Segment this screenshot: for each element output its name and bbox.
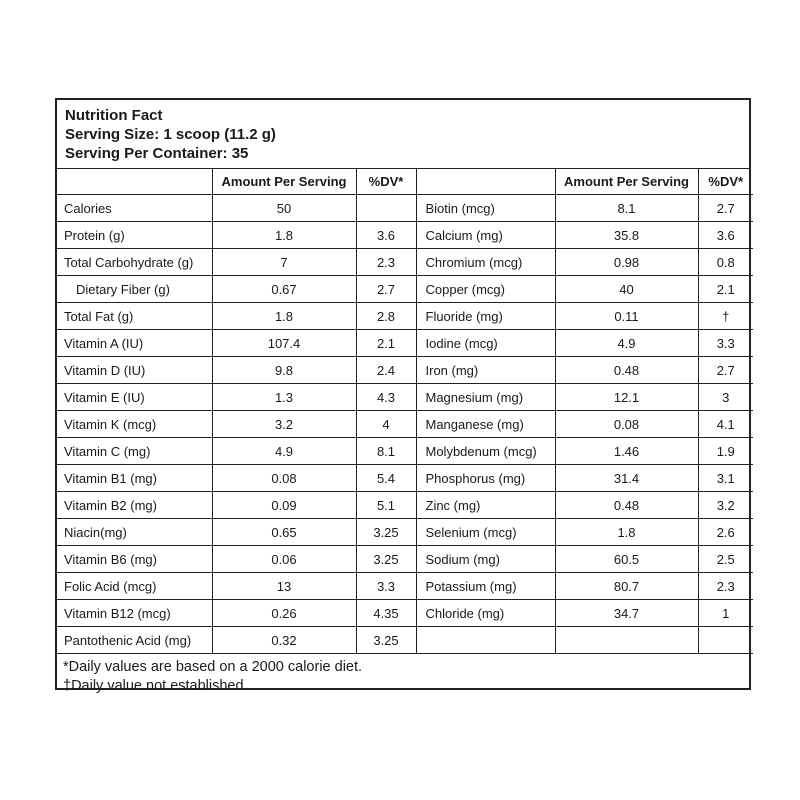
nutrient-amount: 0.08	[212, 465, 356, 492]
table-row	[57, 384, 753, 411]
nutrient-name: Chromium (mcg)	[416, 249, 555, 276]
nutrient-name: Vitamin A (IU)	[57, 330, 212, 357]
nutrient-amount: 7	[212, 249, 356, 276]
nutrient-amount: 12.1	[555, 384, 698, 411]
nutrient-dv: 2.4	[356, 357, 416, 384]
nutrient-name: Potassium (mg)	[416, 573, 555, 600]
nutrient-name: Calcium (mg)	[416, 222, 555, 249]
label-header	[57, 100, 749, 169]
nutrient-dv: 2.6	[698, 519, 753, 546]
nutrient-amount: 80.7	[555, 573, 698, 600]
serving-size: Serving Size: 1 scoop (11.2 g)	[65, 126, 276, 143]
table-row	[57, 249, 753, 276]
nutrient-dv: 4.35	[356, 600, 416, 627]
nutrient-name: Molybdenum (mcg)	[416, 438, 555, 465]
table-row	[57, 411, 753, 438]
table-row	[57, 195, 753, 222]
nutrient-name: Magnesium (mg)	[416, 384, 555, 411]
nutrient-dv: 3.6	[698, 222, 753, 249]
nutrient-name: Biotin (mcg)	[416, 195, 555, 222]
nutrient-amount: 60.5	[555, 546, 698, 573]
nutrient-amount: 0.32	[212, 627, 356, 654]
nutrient-dv: 3.1	[698, 465, 753, 492]
nutrient-name: Zinc (mg)	[416, 492, 555, 519]
nutrient-name: Copper (mcg)	[416, 276, 555, 303]
label-footer	[57, 654, 749, 696]
nutrient-dv: †	[698, 303, 753, 330]
nutrient-dv: 3.2	[698, 492, 753, 519]
nutrient-name: Vitamin B6 (mg)	[57, 546, 212, 573]
column-header-dv-right: %DV*	[698, 169, 753, 195]
nutrient-name: Folic Acid (mcg)	[57, 573, 212, 600]
nutrient-amount: 4.9	[212, 438, 356, 465]
table-row	[57, 519, 753, 546]
nutrient-dv: 2.1	[698, 276, 753, 303]
nutrient-amount: 40	[555, 276, 698, 303]
nutrient-name: Vitamin E (IU)	[57, 384, 212, 411]
table-row	[57, 222, 753, 249]
table-row	[57, 357, 753, 384]
nutrient-dv	[698, 627, 753, 654]
table-row	[57, 573, 753, 600]
nutrient-name: Vitamin D (IU)	[57, 357, 212, 384]
nutrient-amount: 13	[212, 573, 356, 600]
nutrient-table	[57, 169, 753, 654]
nutrient-amount: 0.67	[212, 276, 356, 303]
nutrient-name: Chloride (mg)	[416, 600, 555, 627]
nutrient-dv: 4.3	[356, 384, 416, 411]
nutrient-dv: 3.25	[356, 546, 416, 573]
nutrient-dv: 3.6	[356, 222, 416, 249]
nutrient-amount: 0.48	[555, 357, 698, 384]
nutrient-dv: 2.3	[698, 573, 753, 600]
nutrient-amount: 1.8	[555, 519, 698, 546]
nutrient-amount: 50	[212, 195, 356, 222]
nutrient-name: Niacin(mg)	[57, 519, 212, 546]
nutrient-amount: 3.2	[212, 411, 356, 438]
nutrient-dv: 2.1	[356, 330, 416, 357]
nutrient-amount: 1.8	[212, 303, 356, 330]
nutrient-name: Iodine (mcg)	[416, 330, 555, 357]
nutrient-amount: 0.26	[212, 600, 356, 627]
nutrient-dv: 8.1	[356, 438, 416, 465]
nutrient-dv	[356, 195, 416, 222]
table-row	[57, 465, 753, 492]
label-title: Nutrition Fact	[65, 107, 163, 124]
nutrient-amount: 31.4	[555, 465, 698, 492]
nutrient-amount: 8.1	[555, 195, 698, 222]
nutrient-amount	[555, 627, 698, 654]
nutrient-dv: 2.8	[356, 303, 416, 330]
nutrient-amount: 0.09	[212, 492, 356, 519]
nutrient-dv: 2.5	[698, 546, 753, 573]
nutrient-dv: 2.7	[698, 195, 753, 222]
nutrient-dv: 2.7	[356, 276, 416, 303]
nutrient-dv: 3.25	[356, 627, 416, 654]
nutrient-rows	[57, 195, 753, 654]
nutrient-amount: 107.4	[212, 330, 356, 357]
nutrient-name: Vitamin B1 (mg)	[57, 465, 212, 492]
servings-per-container: Serving Per Container: 35	[65, 145, 249, 162]
nutrient-dv: 2.7	[698, 357, 753, 384]
table-row	[57, 492, 753, 519]
nutrient-name: Total Carbohydrate (g)	[57, 249, 212, 276]
nutrient-name: Vitamin K (mcg)	[57, 411, 212, 438]
column-header-nutrient-right	[416, 169, 555, 195]
nutrient-amount: 9.8	[212, 357, 356, 384]
table-row	[57, 330, 753, 357]
nutrient-name: Vitamin B12 (mcg)	[57, 600, 212, 627]
nutrient-dv: 4.1	[698, 411, 753, 438]
nutrient-name: Protein (g)	[57, 222, 212, 249]
table-row	[57, 276, 753, 303]
nutrient-dv: 3.3	[356, 573, 416, 600]
nutrient-amount: 0.48	[555, 492, 698, 519]
daily-value-note: *Daily values are based on a 2000 calorie diet.	[63, 659, 363, 675]
nutrient-dv: 1.9	[698, 438, 753, 465]
table-row	[57, 600, 753, 627]
nutrient-dv: 4	[356, 411, 416, 438]
column-header-amount-right: Amount Per Serving	[555, 169, 698, 195]
nutrient-amount: 34.7	[555, 600, 698, 627]
nutrient-amount: 0.65	[212, 519, 356, 546]
nutrient-name	[416, 627, 555, 654]
table-row	[57, 546, 753, 573]
nutrient-amount: 0.98	[555, 249, 698, 276]
column-header-row	[57, 169, 753, 195]
nutrition-facts-label	[55, 98, 751, 694]
table-row	[57, 627, 753, 654]
nutrient-name: Manganese (mg)	[416, 411, 555, 438]
nutrient-amount: 35.8	[555, 222, 698, 249]
nutrient-name: Iron (mg)	[416, 357, 555, 384]
nutrient-name: Pantothenic Acid (mg)	[57, 627, 212, 654]
nutrient-name: Vitamin B2 (mg)	[57, 492, 212, 519]
column-header-nutrient-left	[57, 169, 212, 195]
nutrient-name: Vitamin C (mg)	[57, 438, 212, 465]
nutrient-dv: 3	[698, 384, 753, 411]
nutrient-amount: 4.9	[555, 330, 698, 357]
nutrient-amount: 0.08	[555, 411, 698, 438]
nutrient-name: Selenium (mcg)	[416, 519, 555, 546]
nutrient-amount: 1.46	[555, 438, 698, 465]
nutrient-name: Phosphorus (mg)	[416, 465, 555, 492]
nutrient-name: Calories	[57, 195, 212, 222]
nutrient-amount: 0.06	[212, 546, 356, 573]
nutrient-name: Total Fat (g)	[57, 303, 212, 330]
nutrient-dv: 3.25	[356, 519, 416, 546]
nutrient-dv: 2.3	[356, 249, 416, 276]
nutrient-name: Dietary Fiber (g)	[57, 276, 212, 303]
nutrient-dv: 3.3	[698, 330, 753, 357]
nutrient-name: Sodium (mg)	[416, 546, 555, 573]
table-row	[57, 438, 753, 465]
table-row	[57, 303, 753, 330]
nutrient-dv: 5.1	[356, 492, 416, 519]
column-header-amount-left: Amount Per Serving	[212, 169, 356, 195]
nutrient-name: Fluoride (mg)	[416, 303, 555, 330]
not-established-note: †Daily value not established.	[63, 678, 248, 694]
nutrient-dv: 0.8	[698, 249, 753, 276]
nutrient-amount: 0.11	[555, 303, 698, 330]
nutrient-dv: 5.4	[356, 465, 416, 492]
nutrient-amount: 1.3	[212, 384, 356, 411]
nutrient-dv: 1	[698, 600, 753, 627]
column-header-dv-left: %DV*	[356, 169, 416, 195]
nutrient-amount: 1.8	[212, 222, 356, 249]
